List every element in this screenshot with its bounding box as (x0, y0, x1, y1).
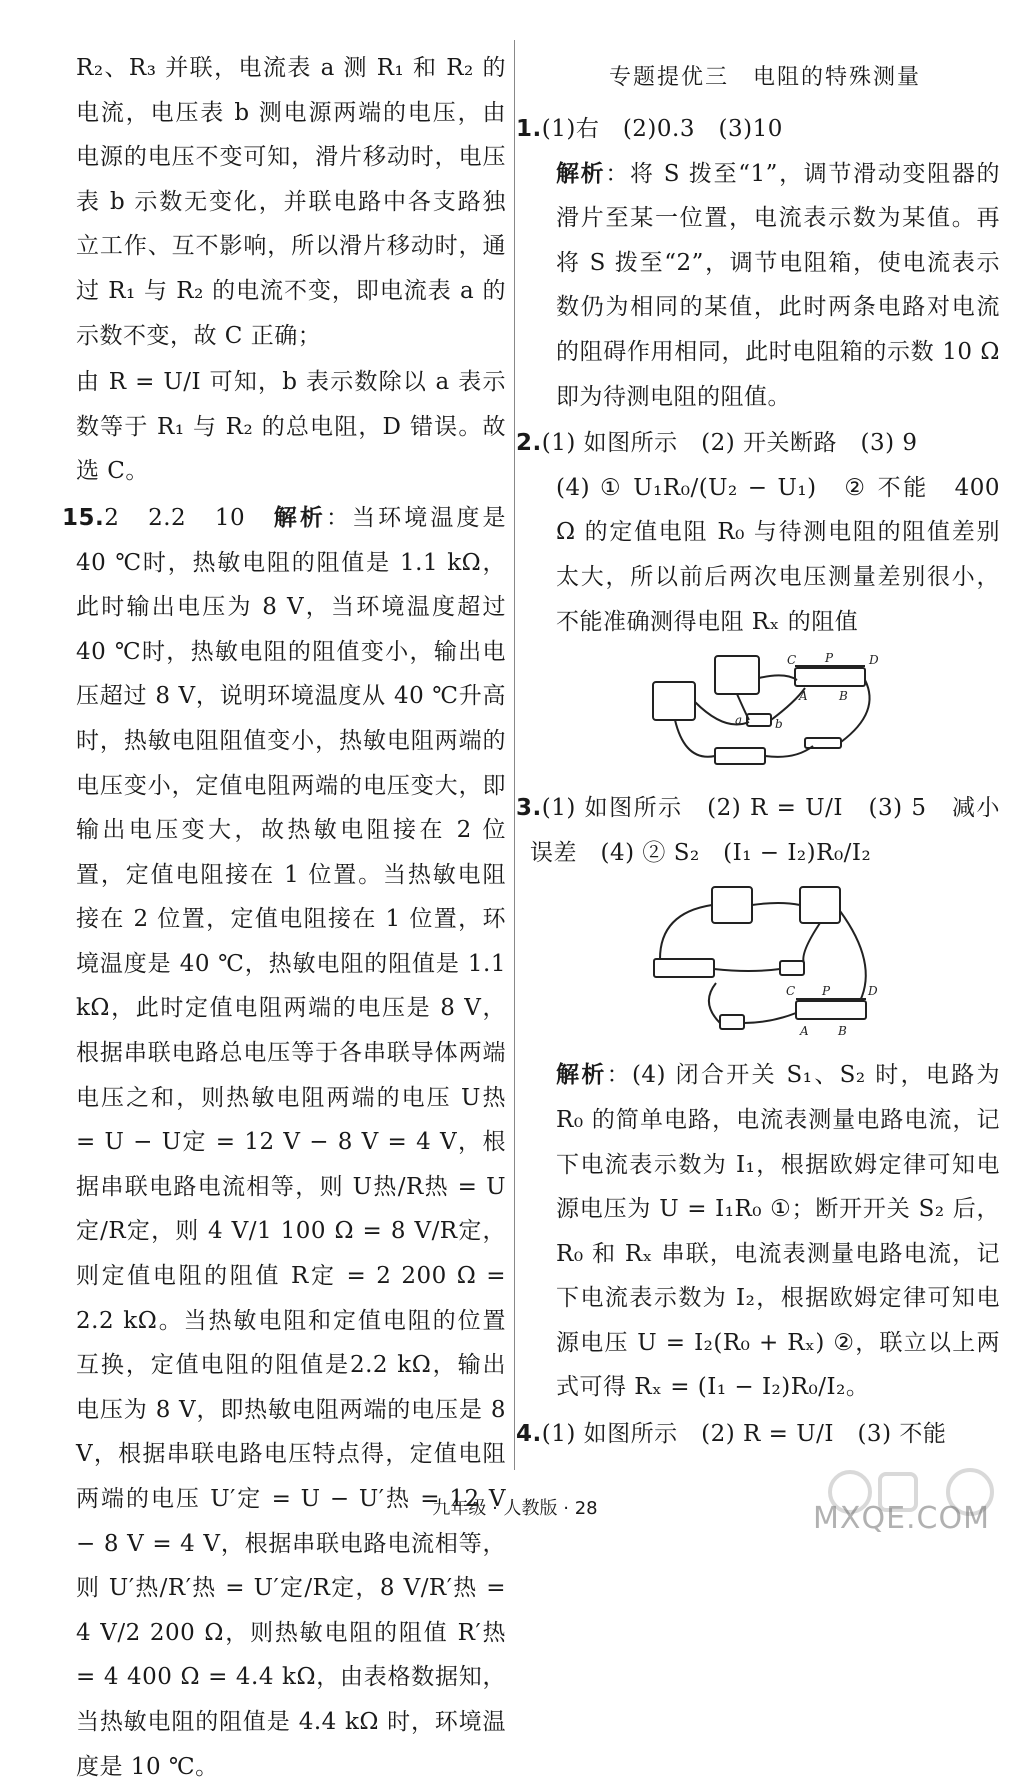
battery (720, 1015, 744, 1029)
resistor (747, 714, 771, 726)
q3-label-p: P (822, 984, 831, 999)
q2-label-p: P (825, 652, 834, 666)
resistor-box (654, 959, 714, 977)
page-footer: 九年级 · 人教版 · 28 (432, 1498, 598, 1519)
q3-number: 3. (516, 795, 542, 822)
q3-analysis-label: 解析 (556, 1061, 607, 1089)
q4-block (516, 1412, 1000, 1457)
rheostat (795, 668, 865, 686)
q15-analysis-label: 解析 (273, 503, 326, 531)
voltmeter-1 (653, 682, 695, 720)
q3-analysis (530, 1053, 1000, 1410)
q3-analysis-text: ：(4) 闭合开关 S₁、S₂ 时，电路为 R₀ 的简单电路，电流表测量电路电流，记下电流表示数为 I₁，根据欧姆定律可知电源电压为 U = I₁R₀ ①；断开开关 S₂ 后，R₀ 和 Rₓ 串联，电流表测量电路电流，记下电流表示数为 I₂，根据欧姆定律可知电源电压 U = I₂(R₀ + Rₓ) ②，联立以上两式可得 Rₓ = (I₁ − I₂)R₀/I₂。 (556, 1062, 1001, 1401)
q1-analysis-label: 解析 (556, 159, 606, 187)
q2-block (516, 421, 1000, 466)
battery (715, 748, 765, 764)
ammeter-2 (800, 887, 840, 923)
q4-answers: (1) 如图所示 (2) R = U/I (3) 不能 (541, 1421, 947, 1448)
q1-analysis-text: ：将 S 拨至“1”，调节滑动变阻器的滑片至某一位置，电流表示数为某值。再将 S 拨至“2”，调节电阻箱，使电流表示数仍为相同的某值，此时两条电路对电流的阻碍作用相同，此时电阻箱的示数 10 Ω 即为待测电阻的阻值。 (556, 160, 1001, 410)
q1-number: 1. (516, 116, 542, 142)
rheostat (796, 1001, 866, 1019)
voltmeter-2 (715, 656, 759, 694)
q3-label-d: D (868, 984, 878, 999)
q3-label-b: B (838, 1024, 847, 1039)
q1-block (516, 107, 1000, 152)
watermark-text: MXQE.COM (813, 1501, 990, 1536)
q2-number: 2. (516, 430, 542, 457)
q3-label-c: C (786, 984, 796, 999)
right-column (516, 60, 1001, 1457)
q3-answers: (1) 如图所示 (2) R = U/I (3) 5 减小误差 (4) ② S₂ (I₁ − I₂)R₀/I₂ (530, 795, 1000, 866)
switch-1 (780, 961, 804, 975)
q15-answers: 2 2.2 10 (104, 504, 274, 531)
ammeter-1 (712, 887, 752, 923)
q1-analysis (530, 152, 1000, 420)
q2-label-a: A (799, 689, 808, 704)
q2-label-small-b: b (775, 717, 783, 732)
q15-block (62, 496, 507, 1789)
q2-label-c: C (787, 653, 797, 668)
q15-number: 15. (62, 504, 105, 531)
switch (805, 738, 841, 748)
q14-analysis-continued: R₂、R₃ 并联，电流表 a 测 R₁ 和 R₂ 的电流，电压表 b 测电源两端的电压，由电源的电压不变可知，滑片移动时，电压表 b 示数无变化，并联电路中各支路独立工作、互不影响，所以滑片移动时，通过 R₁ 与 R₂ 的电流不变，即电流表 a 的示数不变，故 C 正确； (76, 55, 506, 349)
q2-answers: (1) 如图所示 (2) 开关断路 (3) 9 (541, 430, 918, 457)
q14-conclusion: 由 R = U/I 可知，b 表示数除以 a 表示数等于 R₁ 与 R₂ 的总电阻，D 错误。故选 C。 (76, 369, 506, 485)
section-title: 专题提优三 电阻的特殊测量 (608, 65, 921, 90)
q4-number: 4. (516, 1421, 542, 1448)
q3-block (516, 786, 1000, 875)
left-column (62, 46, 507, 1789)
q2-circuit-diagram (645, 652, 885, 776)
q3-label-a: A (800, 1024, 809, 1039)
q2-label-small-a: a (735, 713, 743, 728)
q2-part4: (4) ① U₁R₀/(U₂ − U₁) ② 不能 400 Ω 的定值电阻 R₀ 与待测电阻的阻值差别太大，所以前后两次电压测量差别很小，不能准确测得电阻 Rₓ 的阻值 (556, 474, 1000, 635)
q3-circuit-diagram (650, 883, 880, 1043)
q1-answers: (1)右 (2)0.3 (3)10 (541, 116, 783, 142)
column-divider (514, 40, 515, 1470)
q2-label-d: D (869, 653, 879, 668)
q15-analysis-text: ：当环境温度是 40 ℃时，热敏电阻的阻值是 1.1 kΩ，此时输出电压为 8 V，当环境温度超过 40 ℃时，热敏电阻的阻值变小，输出电压超过 8 V，说明环境温度从 40 ℃升高时，热敏电阻阻值变小，热敏电阻两端的电压变小，定值电阻两端的电压变大，即输出电压变大，故热敏电阻接在 2 位置，定值电阻接在 1 位置。当热敏电阻接在 2 位置，定值电阻接在 1 位置，环境温度是 40 ℃，热敏电阻的阻值是 1.1 kΩ，此时定值电阻两端的电压是 8 V，根据串联电路总电压等于各串联导体两端电压之和，则热敏电阻两端的电压 U热 = U − U定 = 12 V − 8 V = 4 V，根据串联电路电流相等，则 U热/R热 = U定/R定，则 4 V/1 100 Ω = 8 V/R定，则定值电阻的阻值 R定 = 2 200 Ω = 2.2 kΩ。当热敏电阻和定值电阻的位置互换，定值电阻的阻值是2.2 kΩ，输出电压为 8 V，即热敏电阻两端的电压是 8 V，根据串联电路电压特点得，定值电阻两端的电压 U′定 = U − U′热 = 12 V − 8 V = 4 V，根据串联电路电流相等，则 U′热/R′热 = U′定/R定，8 V/R′热 = 4 V/2 200 Ω，则热敏电阻的阻值 R′热 = 4 400 Ω = 4.4 kΩ，由表格数据知，当热敏电阻的阻值是 4.4 kΩ 时，环境温度是 10 ℃。 (76, 504, 507, 1780)
q2-label-b: B (839, 689, 848, 704)
